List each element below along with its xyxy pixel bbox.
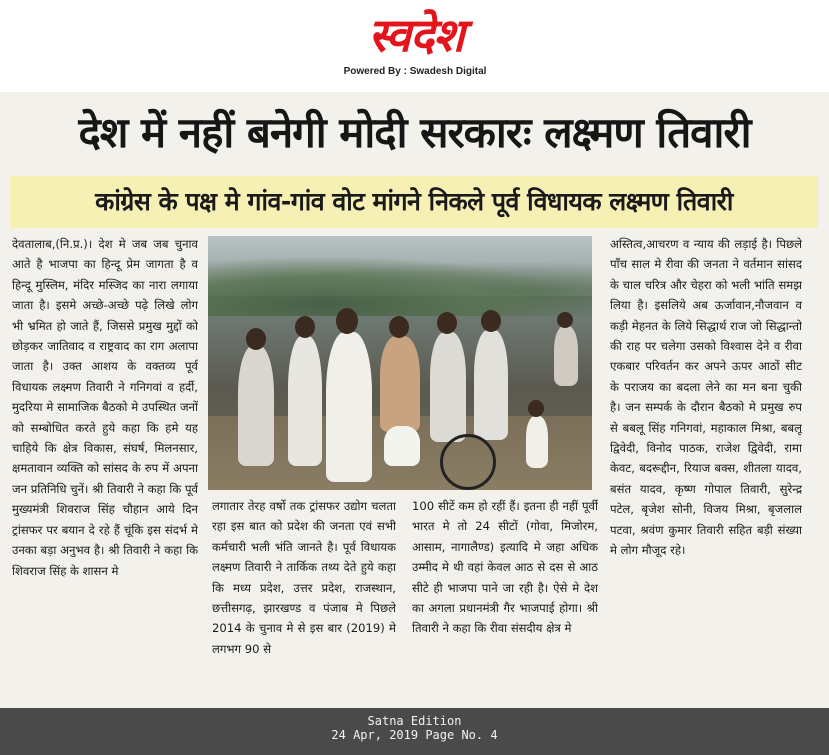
article-headline: देश में नहीं बनेगी मोदी सरकारः लक्ष्मण तिवारी	[78, 108, 751, 157]
powered-by-text: Powered By : Swadesh Digital	[343, 66, 487, 77]
photo-person-head	[437, 312, 457, 334]
news-clipping	[0, 92, 829, 708]
photo-person-head	[246, 328, 266, 350]
photo-person	[288, 336, 322, 466]
article-subheadline: कांग्रेस के पक्ष मे गांव-गांव वोट मांगने निकले पूर्व विधायक लक्ष्मण तिवारी	[10, 176, 818, 228]
bicycle-wheel	[440, 434, 496, 490]
masthead	[0, 0, 829, 92]
photo-person	[326, 332, 372, 482]
swadesh-logo[interactable]: स्वदेश	[368, 8, 464, 62]
photo-person-head	[336, 308, 358, 334]
article-column-1: देवतालाब,(नि.प्र.)। देश मे जब जब चुनाव आते है भाजपा का हिन्दू प्रेम जागता है व हिन्दू मुस्लिम, मंदिर मस्जिद का नारा लगाया जाता है। इसमे अच्छे-अच्छे पढ़े लिखे लोग भी भ्रमित हो जाते हैं, जिससे प्रमुख मुद्दों को छोड़कर जातिवाद व राष्ट्रवाद का राग अलापा जाता है। उक्त आशय के वक्तव्य पूर्व विधायक लक्ष्मण तिवारी ने गनिगवां व हर्दी, मुदरिया मे सामाजिक बैठको मे उपस्थित जनों को सम्बोधित करते हुये कहा कि हमे यह चाहिये कि क्षेत्र विकास, संघर्ष, मिलनसार, क्षमतावान व्यक्ति को सांसद के रुप में अपना जन प्रतिनिधि चुनें। श्री तिवारी ने कहा कि पूर्व मुख्यमंत्री शिवराज सिंह चौहान आये दिन ट्रांसफर पर बयान दे रहे हैं चूंकि इस संदर्भ मे उनका बड़ा अनुभव है। श्री तिवारी ने कहा कि शिवराज सिंह के शासन मे	[12, 237, 198, 578]
photo-person-head	[389, 316, 409, 338]
photo-person	[380, 336, 420, 432]
photo-person	[474, 330, 508, 440]
photo-person	[384, 426, 420, 466]
edition-name: Satna Edition	[367, 714, 462, 728]
photo-trees	[208, 256, 592, 316]
news-photo	[208, 236, 592, 490]
edition-date-page: 24 Apr, 2019 Page No. 4	[331, 728, 498, 742]
photo-person-head	[295, 316, 315, 338]
photo-person	[238, 346, 274, 466]
photo-person	[554, 326, 578, 386]
article-column-3: 100 सीटें कम हो रहीं हैं। इतना ही नहीं पूर्वी भारत मे तो 24 सीटों (गोवा, मिजोरम, आसाम, नागालैण्ड) इत्यादि मे जहा अधिक उम्मीद मे थी वहां केवल आठ से दस से आठ सीटे ही भाजपा पाने जा रही है। ऐसे मे देश का अगला प्रधानमंत्री गैर भाजपाई होगा। श्री तिवारी ने कहा कि रीवा संसदीय क्षेत्र मे	[412, 499, 598, 636]
photo-person	[430, 332, 466, 442]
photo-person-head	[481, 310, 501, 332]
photo-person-head	[557, 312, 573, 328]
article-column-2: लगातार तेरह वर्षो तक ट्रांसफर उद्योग चलता रहा इस बात को प्रदेश की जनता एवं सभी कर्मचारी भली भंति जानते है। पूर्व विधायक लक्ष्मण तिवारी ने तार्किक तथ्य देते हुये कहा कि मध्य प्रदेश, उत्तर प्रदेश, राजस्थान, छत्तीसगढ़, झारखण्ड व पंजाब मे पिछले 2014 के चुनाव मे से इस बार (2019) मे लगभग 90 से	[212, 499, 396, 656]
edition-footer	[0, 708, 829, 755]
photo-child-head	[528, 400, 544, 417]
article-column-4: अस्तित्व,आचरण व न्याय की लड़ाई है। पिछले पाँच साल मे रीवा की जनता ने वर्तमान सांसद के चाल चरित्र और चेहरा को भली भांति समझ लिया है। इसलिये अब ऊर्जावान,नौजवान व कड़ी मेहनत के लिये सिद्धार्थ राज जो सिद्धान्तो की राह पर चलेगा उसको विश्वास देने व रीवा एकबार परिवर्तन कर अपने ऊपर आठों सीट के पराजय का बदला लेने का मन बना चुकी है। जन सम्पर्क के दौरान बैठको मे प्रमुख रुप से बबलू सिंह गनिगवां, महाकाल मिश्रा, बबलू द्विवेदी, विनोद पाठक, राजेश द्विवेदी, रामा केवट, बदरूद्दीन, रियाज बक्स, शीतला यादव, बसंत यादव, कृष्ण गोपाल तिवारी, सुरेन्द्र पटेल, बृजेश सोनी, विजय मिश्रा, बृजलाल पटवा, श्रवंण कुमार तिवारी सहित बड़ी संख्या मे लोग मौजूद रहे।	[610, 237, 802, 558]
photo-child	[526, 416, 548, 468]
